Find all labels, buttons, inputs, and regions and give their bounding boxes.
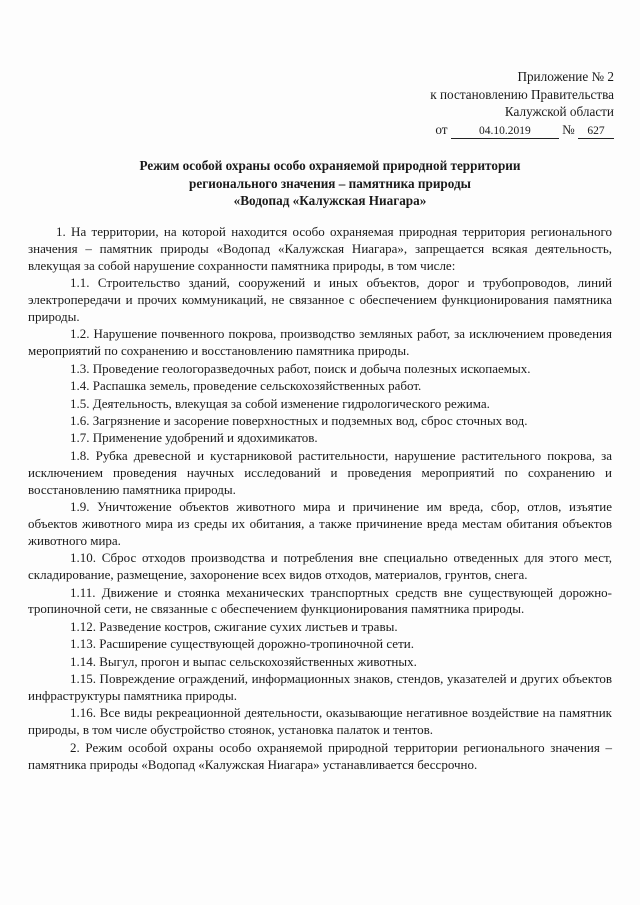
paragraph-1-7: 1.7. Применение удобрений и ядохимикатов.: [70, 430, 318, 446]
appendix-date-line: [430, 121, 614, 139]
number-label: №: [562, 121, 575, 137]
title-line-1: Режим особой охраны особо охраняемой природной территории: [139, 158, 521, 173]
appendix-header: [430, 68, 614, 139]
paragraph-1: 1. На территории, на которой находится особо охраняемая природная территория регионального значения – памятник природы «Водопад «Калужская Ниагара», запрещается всякая деятельность, влекущая за собой нарушение сохранности памятника природы, в том числе:: [28, 224, 612, 273]
paragraph-1-4: 1.4. Распашка земель, проведение сельскохозяйственных работ.: [70, 378, 422, 394]
title-line-3: «Водопад «Калужская Ниагара»: [233, 193, 427, 208]
document-body: [28, 224, 612, 774]
paragraph-1-8: 1.8. Рубка древесной и кустарниковой растительности, нарушение растительного покрова, за исключением проведения научных исследований и проведения мероприятий по сохранению и восстановлению памятника природы.: [28, 447, 612, 497]
appendix-region: Калужской области: [504, 104, 614, 119]
paragraph-1-11: 1.11. Движение и стоянка механических транспортных средств вне существующей дорожно-тропиночной сети, не связанные с обеспечением функционирования памятника природы.: [28, 584, 612, 617]
paragraph-1-14: 1.14. Выгул, прогон и выпас сельскохозяйственных животных.: [70, 653, 417, 669]
paragraph-1-5: 1.5. Деятельность, влекущая за собой изменение гидрологического режима.: [70, 395, 490, 411]
paragraph-1-15: 1.15. Повреждение ограждений, информационных знаков, стендов, указателей и других объектов инфраструктуры памятника природы.: [28, 671, 612, 703]
appendix-resolution: к постановлению Правительства: [430, 86, 614, 102]
resolution-date: 04.10.2019: [451, 125, 559, 139]
paragraph-1-6: 1.6. Загрязнение и засорение поверхностных и подземных вод, сброс сточных вод.: [70, 412, 528, 428]
paragraph-2: 2. Режим особой охраны особо охраняемой природной территории регионального значения – памятника природы «Водопад «Калужская Ниагара» устанавливается бессрочно.: [28, 739, 612, 772]
appendix-number: Приложение № 2: [517, 69, 614, 84]
from-label: от: [435, 121, 448, 137]
paragraph-1-9: 1.9. Уничтожение объектов животного мира и причинение им вреда, сбор, отлов, изъятие объектов животного мира из среды их обитания, а также причинение вреда местам обитания объектов животного мира.: [28, 499, 612, 548]
resolution-number: 627: [578, 125, 614, 139]
paragraph-1-12: 1.12. Разведение костров, сжигание сухих листьев и травы.: [70, 618, 398, 634]
title-line-2: регионального значения – памятника природы: [189, 175, 471, 191]
paragraph-1-16: 1.16. Все виды рекреационной деятельности, оказывающие негативное воздействие на памятник природы, в том числе обустройство стоянок, установка палаток и тентов.: [28, 705, 612, 738]
paragraph-1-10: 1.10. Сброс отходов производства и потребления вне специально отведенных для этого мест, складирование, размещение, захоронение всех видов отходов, материалов, грунтов, снега.: [28, 550, 612, 583]
paragraph-1-13: 1.13. Расширение существующей дорожно-тропиночной сети.: [70, 636, 414, 652]
paragraph-1-3: 1.3. Проведение геологоразведочных работ, поиск и добыча полезных ископаемых.: [70, 360, 531, 376]
paragraph-1-2: 1.2. Нарушение почвенного покрова, производство земляных работ, за исключением проведения мероприятий по сохранению и восстановлению памятника природы.: [28, 326, 612, 359]
paragraph-1-1: 1.1. Строительство зданий, сооружений и иных объектов, дорог и трубопроводов, линий электропередачи и прочих коммуникаций, не связанное с обеспечением функционирования памятника природы.: [28, 275, 612, 325]
document-title: [60, 157, 600, 210]
